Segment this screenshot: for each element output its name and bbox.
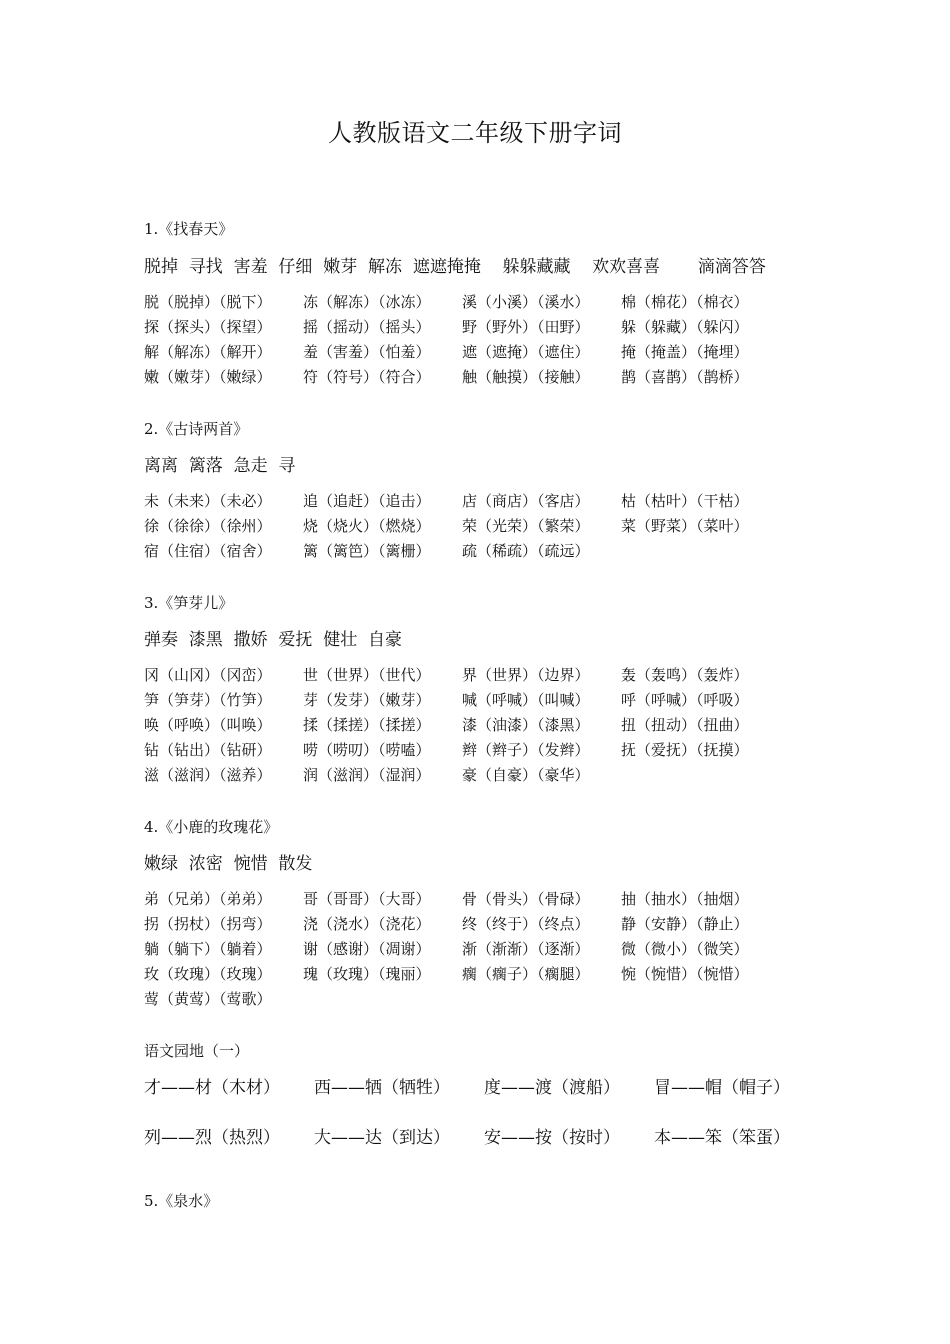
char-entry: 躺（躺下）（躺着） <box>144 940 272 958</box>
char-entry: 润（滋润）（湿润） <box>303 766 431 784</box>
char-entry: 拐（拐杖）（拐弯） <box>144 915 272 933</box>
lesson-heading: 3.《笋芽儿》 <box>144 594 234 612</box>
char-entry: 钻（钻出）（钻研） <box>144 741 272 759</box>
char-entry: 解（解冻）（解开） <box>144 343 272 361</box>
char-entry: 扭（扭动）（扭曲） <box>621 716 749 734</box>
radical-entry: 冒——帽（帽子） <box>654 1078 790 1098</box>
lesson-heading: 2.《古诗两首》 <box>144 420 249 438</box>
char-entry: 徐（徐徐）（徐州） <box>144 517 272 535</box>
char-entry: 羞（害羞）（怕羞） <box>303 343 431 361</box>
char-entry: 躲（躲藏）（躲闪） <box>621 318 749 336</box>
char-entry: 菜（野菜）（菜叶） <box>621 517 749 535</box>
radical-entry: 大——达（到达） <box>314 1128 450 1148</box>
lesson-vocab: 离离 篱落 急走 寻 <box>144 456 296 476</box>
lesson-heading: 1.《找春天》 <box>144 220 234 238</box>
char-entry: 终（终于）（终点） <box>462 915 590 933</box>
char-entry <box>621 987 780 1012</box>
char-entry: 豪（自豪）（豪华） <box>462 766 590 784</box>
char-entry: 棉（棉花）（棉衣） <box>621 293 749 311</box>
char-entry: 芽（发芽）（嫩芽） <box>303 691 431 709</box>
char-entry: 遮（遮掩）（遮住） <box>462 343 590 361</box>
char-entry: 嫩（嫩芽）（嫩绿） <box>144 368 272 386</box>
garden-heading: 语文园地（一） <box>144 1042 250 1060</box>
radical-row <box>144 1073 824 1098</box>
char-entry: 漆（油漆）（漆黑） <box>462 716 590 734</box>
char-entry: 疏（稀疏）（疏远） <box>462 542 590 560</box>
char-entry: 冈（山冈）（冈峦） <box>144 666 272 684</box>
char-entry <box>462 987 621 1012</box>
lesson-heading: 4.《小鹿的玫瑰花》 <box>144 818 279 836</box>
char-entry: 呼（呼喊）（呼吸） <box>621 691 749 709</box>
char-entry: 溪（小溪）（溪水） <box>462 293 590 311</box>
char-entry: 鹊（喜鹊）（鹊桥） <box>621 368 749 386</box>
char-entry: 唤（呼唤）（叫唤） <box>144 716 272 734</box>
char-entry <box>303 987 462 1012</box>
character-grid <box>144 489 780 564</box>
char-entry: 符（符号）（符合） <box>303 368 431 386</box>
radical-entry: 才——材（木材） <box>144 1078 280 1098</box>
radical-entry: 安——按（按时） <box>484 1128 620 1148</box>
char-entry: 触（触摸）（接触） <box>462 368 590 386</box>
char-entry: 脱（脱掉）（脱下） <box>144 293 272 311</box>
char-entry: 笋（笋芽）（竹笋） <box>144 691 272 709</box>
char-entry: 静（安静）（静止） <box>621 915 749 933</box>
char-entry: 浇（浇水）（浇花） <box>303 915 431 933</box>
char-entry: 野（野外）（田野） <box>462 318 590 336</box>
char-entry: 喊（呼喊）（叫喊） <box>462 691 590 709</box>
char-entry: 轰（轰鸣）（轰炸） <box>621 666 749 684</box>
char-entry: 店（商店）（客店） <box>462 492 590 510</box>
radical-entry: 列——烈（热烈） <box>144 1128 280 1148</box>
char-entry: 未（未来）（未必） <box>144 492 272 510</box>
char-entry: 抚（爱抚）（抚摸） <box>621 741 749 759</box>
char-entry: 界（世界）（边界） <box>462 666 590 684</box>
radical-entry: 度——渡（渡船） <box>484 1078 620 1098</box>
char-entry: 滋（滋润）（滋养） <box>144 766 272 784</box>
char-entry: 唠（唠叨）（唠嗑） <box>303 741 431 759</box>
char-entry: 瑰（玫瑰）（瑰丽） <box>303 965 431 983</box>
char-entry: 玫（玫瑰）（玫瑰） <box>144 965 272 983</box>
char-entry: 追（追赶）（追击） <box>303 492 431 510</box>
page-title: 人教版语文二年级下册字词 <box>328 119 622 147</box>
lesson-vocab: 脱掉 寻找 害羞 仔细 嫩芽 解冻 遮遮掩掩 躲躲藏藏 欢欢喜喜 滴滴答答 <box>144 257 766 277</box>
char-entry: 荣（光荣）（繁荣） <box>462 517 590 535</box>
char-entry: 冻（解冻）（冰冻） <box>303 293 431 311</box>
char-entry: 骨（骨头）（骨碌） <box>462 890 590 908</box>
lesson-vocab: 嫩绿 浓密 惋惜 散发 <box>144 854 313 874</box>
lesson-heading: 5.《泉水》 <box>144 1192 219 1210</box>
char-entry: 瘸（瘸子）（瘸腿） <box>462 965 590 983</box>
char-entry: 世（世界）（世代） <box>303 666 431 684</box>
char-entry: 掩（掩盖）（掩埋） <box>621 343 749 361</box>
char-entry: 谢（感谢）（凋谢） <box>303 940 431 958</box>
char-entry: 篱（篱笆）（篱栅） <box>303 542 431 560</box>
char-entry <box>621 763 780 788</box>
char-entry: 弟（兄弟）（弟弟） <box>144 890 272 908</box>
char-entry: 揉（揉搓）（揉搓） <box>303 716 431 734</box>
character-grid <box>144 290 780 390</box>
char-entry: 微（微小）（微笑） <box>621 940 749 958</box>
char-entry: 辫（辫子）（发辫） <box>462 741 590 759</box>
char-entry: 烧（烧火）（燃烧） <box>303 517 431 535</box>
char-entry: 惋（惋惜）（惋惜） <box>621 965 749 983</box>
char-entry: 探（探头）（探望） <box>144 318 272 336</box>
char-entry: 枯（枯叶）（干枯） <box>621 492 749 510</box>
char-entry: 渐（渐渐）（逐渐） <box>462 940 590 958</box>
char-entry: 摇（摇动）（摇头） <box>303 318 431 336</box>
char-entry: 宿（住宿）（宿舍） <box>144 542 272 560</box>
radical-row <box>144 1123 824 1148</box>
char-entry: 哥（哥哥）（大哥） <box>303 890 431 908</box>
radical-entry: 本——笨（笨蛋） <box>654 1128 790 1148</box>
lesson-vocab: 弹奏 漆黑 撒娇 爱抚 健壮 自豪 <box>144 630 403 650</box>
radical-entry: 西——牺（牺牲） <box>314 1078 450 1098</box>
char-entry <box>621 539 780 564</box>
char-entry: 抽（抽水）（抽烟） <box>621 890 749 908</box>
character-grid <box>144 887 780 1012</box>
character-grid <box>144 663 780 788</box>
char-entry: 莺（黄莺）（莺歌） <box>144 990 272 1008</box>
